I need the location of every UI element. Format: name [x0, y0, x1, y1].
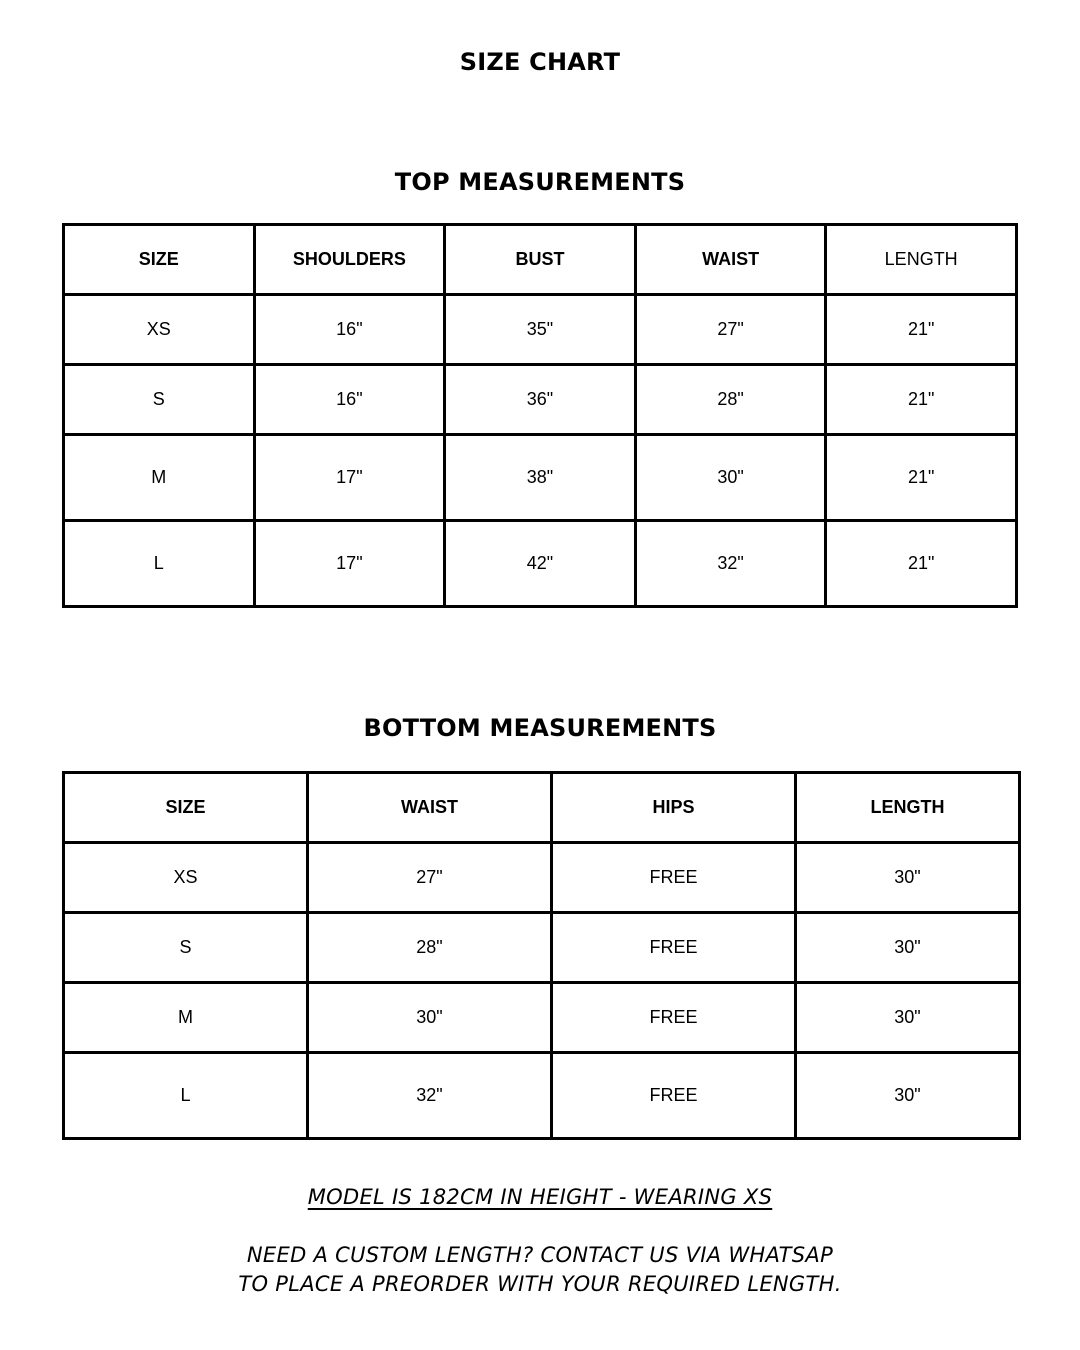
table-cell: 36" — [445, 365, 636, 435]
page-title: SIZE CHART — [459, 48, 621, 76]
table-cell: L — [64, 1053, 308, 1139]
table-cell: 30" — [308, 983, 552, 1053]
table-row — [64, 913, 1020, 983]
custom-length-note-line1: NEED A CUSTOM LENGTH? CONTACT US VIA WHATSAP — [246, 1243, 834, 1267]
table-cell: 42" — [445, 521, 636, 607]
table-cell: 21" — [826, 295, 1017, 365]
table-cell: 28" — [308, 913, 552, 983]
bottom-measurements-heading: BOTTOM MEASUREMENTS — [363, 714, 717, 742]
column-header-hips: HIPS — [552, 773, 796, 843]
table-cell: 27" — [635, 295, 826, 365]
table-cell: M — [64, 983, 308, 1053]
table-cell: XS — [64, 295, 255, 365]
table-cell: 21" — [826, 435, 1017, 521]
table-cell: FREE — [552, 983, 796, 1053]
table-cell: S — [64, 913, 308, 983]
model-height-note: MODEL IS 182CM IN HEIGHT - WEARING XS — [307, 1185, 773, 1209]
table-cell: 32" — [308, 1053, 552, 1139]
table-cell: 21" — [826, 521, 1017, 607]
table-header-row — [64, 773, 1020, 843]
table-cell: 28" — [635, 365, 826, 435]
table-cell: 30" — [635, 435, 826, 521]
table-cell: 21" — [826, 365, 1017, 435]
table-row — [64, 1053, 1020, 1139]
table-row — [64, 843, 1020, 913]
column-header-size: SIZE — [64, 773, 308, 843]
table-cell: M — [64, 435, 255, 521]
table-cell: 17" — [254, 435, 445, 521]
table-row — [64, 365, 1017, 435]
table-cell: 30" — [796, 913, 1020, 983]
table-cell: FREE — [552, 913, 796, 983]
column-header-shoulders: SHOULDERS — [254, 225, 445, 295]
table-cell: 16" — [254, 295, 445, 365]
table-row — [64, 983, 1020, 1053]
top-measurements-table — [62, 223, 1018, 608]
table-row — [64, 295, 1017, 365]
column-header-waist: WAIST — [308, 773, 552, 843]
table-cell: 17" — [254, 521, 445, 607]
table-cell: FREE — [552, 843, 796, 913]
table-cell: S — [64, 365, 255, 435]
column-header-bust: BUST — [445, 225, 636, 295]
column-header-length: LENGTH — [796, 773, 1020, 843]
table-header-row — [64, 225, 1017, 295]
table-cell: 30" — [796, 843, 1020, 913]
table-cell: XS — [64, 843, 308, 913]
table-cell: 16" — [254, 365, 445, 435]
table-row — [64, 435, 1017, 521]
column-header-waist: WAIST — [635, 225, 826, 295]
table-cell: 38" — [445, 435, 636, 521]
table-cell: 27" — [308, 843, 552, 913]
table-cell: 32" — [635, 521, 826, 607]
column-header-size: SIZE — [64, 225, 255, 295]
top-measurements-heading: TOP MEASUREMENTS — [394, 168, 686, 196]
table-row — [64, 521, 1017, 607]
table-cell: 35" — [445, 295, 636, 365]
table-cell: 30" — [796, 983, 1020, 1053]
column-header-length: LENGTH — [826, 225, 1017, 295]
table-cell: FREE — [552, 1053, 796, 1139]
table-cell: 30" — [796, 1053, 1020, 1139]
table-cell: L — [64, 521, 255, 607]
custom-length-note-line2: TO PLACE A PREORDER WITH YOUR REQUIRED LENGTH. — [238, 1272, 842, 1296]
bottom-measurements-table — [62, 771, 1021, 1140]
